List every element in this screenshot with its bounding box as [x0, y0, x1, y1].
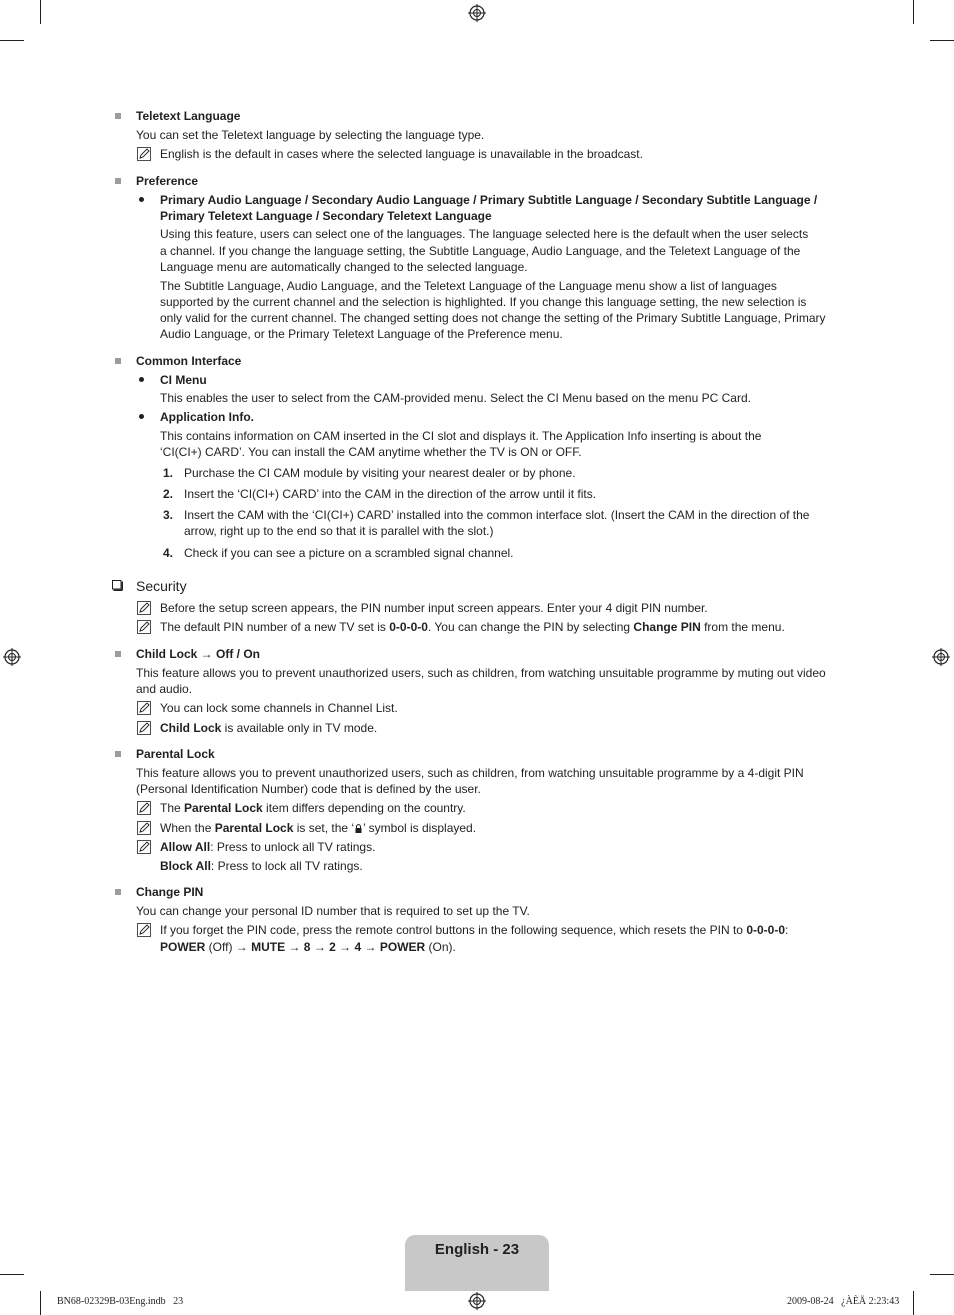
registration-mark-icon [3, 648, 21, 666]
remote-button-name: POWER [160, 940, 206, 954]
sequence-text: (On). [425, 940, 456, 954]
note-text: Before the setup screen appears, the PIN number input screen appears. Enter your 4 digit PIN number. [160, 601, 708, 615]
section-title: Common Interface [136, 354, 242, 368]
menu-name: Parental Lock [214, 821, 294, 835]
imprint-file: BN68-02329B-03Eng.indb 23 [57, 1296, 184, 1307]
sequence-text: (Off) → [205, 940, 252, 954]
note-pencil-icon [137, 821, 151, 835]
section-title: Teletext Language [136, 109, 241, 123]
note-text: English is the default in cases where the selected language is unavailable in the broadcast. [160, 147, 643, 161]
note-text-part: The [160, 801, 185, 815]
note-text [160, 800, 466, 816]
round-bullet-icon [139, 197, 144, 202]
crop-mark [0, 1274, 24, 1275]
button-sequence [160, 939, 456, 955]
round-bullet-icon [139, 377, 144, 382]
crop-mark [930, 40, 954, 41]
step-text: Check if you can see a picture on a scrambled signal channel. [184, 546, 514, 560]
checkbox-square-icon [112, 580, 123, 591]
step-text: Insert the CAM with the ‘CI(CI+) CARD’ installed into the common interface slot. (Insert the CAM in the direction of the [184, 508, 810, 522]
crop-mark [913, 0, 914, 24]
note-text-part: is available only in TV mode. [221, 721, 378, 735]
sequence-text: → [285, 940, 304, 954]
note-text-part: If you forget the PIN code, press the remote control buttons in the following sequence, which resets the PIN to [160, 923, 747, 937]
registration-mark-icon [932, 648, 950, 666]
step-number: 3. [163, 508, 174, 522]
remote-button-name: 2 [329, 940, 336, 954]
body-text: Language menu are automatically changed to the selected language. [160, 260, 528, 274]
subsection-title: Primary Teletext Language / Secondary Teletext Language [160, 209, 492, 223]
note-text [160, 720, 377, 736]
round-bullet-icon [139, 414, 144, 419]
menu-name: Block All [160, 859, 211, 873]
body-text: only valid for the current channel. The changed setting does not change the setting of the Primary Subtitle Language, Primary [160, 311, 826, 325]
note-pencil-icon [137, 801, 151, 815]
menu-name: Change PIN [633, 620, 701, 634]
square-bullet-icon [115, 889, 121, 895]
padlock-icon [355, 824, 362, 833]
body-text: Audio Language, or the Primary Teletext Language of the Preference menu. [160, 327, 563, 341]
page-number: English - 23 [434, 1241, 520, 1258]
registration-mark-icon [468, 4, 486, 22]
note-text-part: item differs depending on the country. [262, 801, 466, 815]
subsection-title: CI Menu [160, 373, 207, 387]
step-text: Insert the ‘CI(CI+) CARD’ into the CAM in the direction of the arrow until it fits. [184, 487, 597, 501]
menu-name: Child Lock [160, 721, 222, 735]
registration-mark-icon [468, 1292, 486, 1310]
imprint-date: 2009-08-24 ¿ÀÈÄ 2:23:43 [787, 1296, 900, 1307]
crop-mark [0, 40, 24, 41]
body-text: The Subtitle Language, Audio Language, and the Teletext Language of the Language menu show a list of languages [160, 279, 777, 293]
note-pencil-icon [137, 923, 151, 937]
crop-mark [913, 1291, 914, 1315]
note-text-part: . You can change the PIN by selecting [427, 620, 634, 634]
square-bullet-icon [115, 751, 121, 757]
step-number: 1. [163, 466, 174, 480]
sequence-text: → [361, 940, 380, 954]
note-text-part: : Press to unlock all TV ratings. [210, 840, 376, 854]
note-text-part: from the menu. [700, 620, 785, 634]
section-title: Child Lock → Off / On [136, 647, 260, 661]
note-text [160, 922, 788, 938]
pin-value: 0-0-0-0 [746, 923, 786, 937]
remote-button-name: MUTE [251, 940, 286, 954]
note-pencil-icon [137, 721, 151, 735]
step-number: 2. [163, 487, 174, 501]
body-text: a channel. If you change the language setting, the Subtitle Language, Audio Language, and the Teletext Language of the [160, 244, 801, 258]
note-text [160, 820, 476, 836]
remote-button-name: 4 [354, 940, 362, 954]
square-bullet-icon [115, 113, 121, 119]
body-text: and audio. [136, 682, 193, 696]
note-text [160, 619, 785, 635]
square-bullet-icon [115, 178, 121, 184]
note-pencil-icon [137, 701, 151, 715]
note-text-part: The default PIN number of a new TV set is [160, 620, 390, 634]
body-text: ‘CI(CI+) CARD’. You can install the CAM anytime whether the TV is ON or OFF. [160, 445, 582, 459]
crop-mark [930, 1274, 954, 1275]
crop-mark [40, 0, 41, 24]
square-bullet-icon [115, 358, 121, 364]
step-text: arrow, right up to the end so that it is parallel with the slot.) [184, 524, 494, 538]
body-text: You can change your personal ID number that is required to set up the TV. [136, 904, 530, 918]
sequence-text: → [335, 940, 355, 954]
square-bullet-icon [115, 651, 121, 657]
remote-button-name: POWER [379, 940, 426, 954]
note-text-part: : [785, 923, 789, 937]
step-number: 4. [163, 546, 174, 560]
remote-button-name: 8 [303, 940, 311, 954]
note-text [160, 839, 375, 855]
note-text-part: is set, the ‘ [293, 821, 355, 835]
note-text-part: : Press to lock all TV ratings. [210, 859, 363, 873]
body-text: Using this feature, users can select one of the languages. The language selected here is the default when the user selects [160, 227, 809, 241]
note-text: You can lock some channels in Channel List. [160, 701, 398, 715]
note-pencil-icon [137, 840, 151, 854]
note-text-part: ’ symbol is displayed. [363, 821, 477, 835]
section-heading: Security [136, 578, 187, 594]
body-text: This contains information on CAM inserted in the CI slot and displays it. The Application Info inserting is about the [160, 429, 762, 443]
note-pencil-icon [137, 620, 151, 634]
step-text: Purchase the CI CAM module by visiting your nearest dealer or by phone. [184, 466, 576, 480]
sequence-text: → [310, 940, 330, 954]
body-text: (Personal Identification Number) code that is defined by the user. [136, 782, 481, 796]
crop-mark [40, 1291, 41, 1315]
section-title: Change PIN [136, 885, 204, 899]
subsection-title: Application Info. [160, 410, 254, 424]
body-text: You can set the Teletext language by selecting the language type. [136, 128, 485, 142]
section-title: Parental Lock [136, 747, 215, 761]
menu-name: Parental Lock [184, 801, 263, 815]
body-text: This enables the user to select from the CAM-provided menu. Select the CI Menu based on the menu PC Card. [160, 391, 751, 405]
body-text: This feature allows you to prevent unauthorized users, such as children, from watching unsuitable programme by muting out video [136, 666, 826, 680]
note-text-part: When the [160, 821, 215, 835]
note-pencil-icon [137, 601, 151, 615]
menu-name: Allow All [160, 840, 211, 854]
pin-value: 0-0-0-0 [389, 620, 428, 634]
body-text: supported by the current channel and the selection is highlighted. If you change this language setting, the new selection is [160, 295, 807, 309]
body-text: This feature allows you to prevent unauthorized users, such as children, from watching unsuitable programme by a 4-digit PIN [136, 766, 804, 780]
subsection-title: Primary Audio Language / Secondary Audio Language / Primary Subtitle Language / Secondary Subtitle Language / [160, 193, 818, 207]
note-text [160, 858, 363, 874]
note-pencil-icon [137, 147, 151, 161]
section-title: Preference [136, 174, 199, 188]
